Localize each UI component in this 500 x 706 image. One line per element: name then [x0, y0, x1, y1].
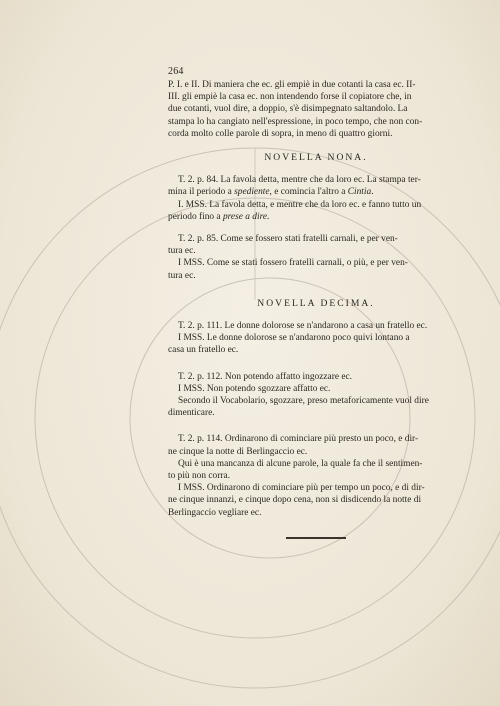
entry-line: Qui è una mancanza di alcune parole, la quale fa che il sentimen-	[178, 458, 423, 469]
page-number: 264	[168, 66, 184, 77]
entry-line: casa un fratello ec.	[168, 345, 239, 356]
section-heading-nona: NOVELLA NONA.	[264, 152, 368, 164]
section-heading-decima: NOVELLA DECIMA.	[257, 297, 375, 309]
intro-line: P. I. e II. Di maniera che ec. gli empiè in due cotanti la casa ec. II-	[168, 80, 416, 90]
entry-line: dimenticare.	[168, 408, 215, 419]
italic-word: Cintia	[347, 187, 372, 198]
end-rule	[286, 537, 346, 539]
entry-line: tura ec.	[168, 246, 196, 257]
entry-line: periodo fino a prese a dire.	[168, 211, 270, 222]
entry-line: ne cinque innanzi, e cinque dopo cena, non si disdicendo la notte di	[168, 495, 422, 506]
entry-line: T. 2. p. 85. Come se fossero stati fratelli carnali, e per ven-	[178, 234, 398, 245]
entry-line: I MSS. Come se stati fossero fratelli carnali, o più, e per ven-	[178, 258, 408, 269]
intro-line: stampa lo ha cangiato nell'espressione, in poco tempo, che non con-	[168, 116, 423, 127]
text-block	[168, 66, 464, 539]
entry-line: T. 2. p. 84. La favola detta, mentre che da loro ec. La stampa ter-	[178, 175, 421, 186]
entry-line: I MSS. Ordinarono di cominciare più per tempo un poco, e di dir-	[178, 483, 425, 494]
entry-line: to più non corra.	[168, 471, 230, 482]
entry-line: T. 2. p. 114. Ordinarono di cominciare più presto un poco, e dir-	[178, 434, 419, 445]
entry-line: T. 2. p. 111. Le donne dolorose se n'andarono a casa un fratello ec.	[178, 321, 428, 332]
entry-line: ne cinque la notte di Berlingaccio ec.	[168, 446, 308, 457]
entry-line: tura ec.	[168, 270, 196, 281]
italic-word: prese a dire	[222, 211, 268, 222]
entry-line: I. MSS. La favola detta, e mentre che da loro ec. e fanno tutto un	[178, 199, 422, 210]
entry-line: T. 2. p. 112. Non potendo affatto ingozzare ec.	[178, 371, 352, 382]
entry-line: Berlingaccio vegliare ec.	[168, 507, 262, 518]
entry-line: mina il periodo a spediente, e comincia l'altro a Cintia.	[168, 187, 374, 198]
entry-line: I MSS. Non potendo sgozzare affatto ec.	[178, 383, 331, 394]
intro-line: corda molto colle parole di sopra, in meno di quattro giorni.	[168, 128, 393, 139]
intro-line: due cotanti, vuol dire, a doppio, s'è disimpegnato saltandolo. La	[168, 104, 408, 115]
italic-word: spediente	[234, 187, 270, 198]
entry-line: I MSS. Le donne dolorose se n'andarono poco quivi lontano a	[178, 333, 410, 344]
entry-line: Secondo il Vocabolario, sgozzare, preso metaforicamente vuol dire	[178, 396, 429, 407]
intro-line: III. gli empiè la casa ec. non intendendo forse il copiatore che, in	[168, 92, 412, 103]
